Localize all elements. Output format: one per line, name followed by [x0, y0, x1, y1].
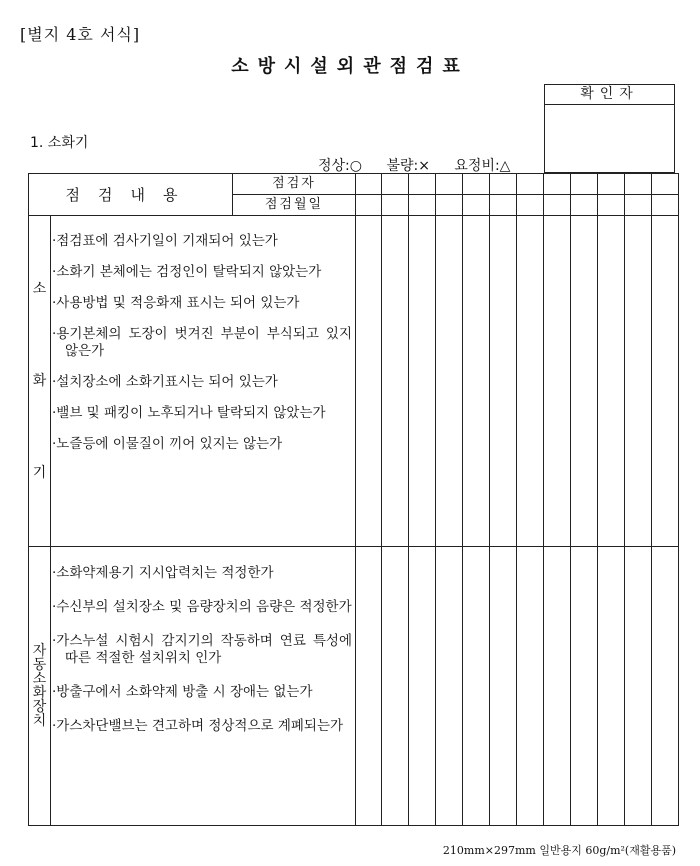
content-header: 점검내용 — [29, 174, 233, 216]
status-legend — [318, 155, 530, 175]
category-char: 자 — [32, 643, 47, 659]
confirmation-label: 확인자 — [545, 85, 674, 105]
category-char: 화 — [32, 373, 47, 389]
check-cell[interactable] — [517, 547, 544, 826]
check-cell[interactable] — [409, 216, 436, 547]
inspector-cell[interactable] — [625, 174, 652, 195]
confirmation-signature-area[interactable] — [545, 105, 674, 173]
date-cell[interactable] — [382, 195, 409, 216]
items-auto-extinguishing-device — [51, 547, 356, 826]
date-cell[interactable] — [356, 195, 382, 216]
check-cell[interactable] — [356, 216, 382, 547]
check-item: ·소화기 본체에는 검정인이 탈락되지 않았는가 — [52, 264, 322, 280]
check-cell[interactable] — [571, 216, 598, 547]
category-char: 소 — [32, 281, 47, 297]
check-cell[interactable] — [652, 216, 679, 547]
date-cell[interactable] — [598, 195, 625, 216]
date-cell[interactable] — [571, 195, 598, 216]
date-cell[interactable] — [463, 195, 490, 216]
check-item: ·사용방법 및 적응화재 표시는 되어 있는가 — [52, 295, 300, 311]
category-char: 동 — [32, 657, 47, 673]
page-title: 소방시설외관점검표 — [231, 56, 469, 77]
inspector-cell[interactable] — [356, 174, 382, 195]
check-cell[interactable] — [382, 547, 409, 826]
check-item: ·수신부의 설치장소 및 음량장치의 음량은 적정한가 — [52, 599, 352, 615]
date-cell[interactable] — [436, 195, 463, 216]
check-item: ·용기본체의 도장이 벗겨진 부분이 부식되고 있지 않은가 — [52, 326, 352, 359]
legend-needs-repair: 요정비:△ — [454, 158, 511, 174]
check-item: ·밸브 및 패킹이 노후되거나 탈락되지 않았는가 — [52, 405, 326, 421]
items-extinguisher — [51, 216, 356, 547]
inspector-cell[interactable] — [544, 174, 571, 195]
check-item: ·점검표에 검사기일이 기재되어 있는가 — [52, 233, 278, 249]
section-title: 1. 소화기 — [30, 135, 89, 151]
inspector-cell[interactable] — [517, 174, 544, 195]
category-char: 기 — [32, 465, 47, 481]
date-cell[interactable] — [409, 195, 436, 216]
check-cell[interactable] — [463, 216, 490, 547]
date-cell[interactable] — [544, 195, 571, 216]
check-cell[interactable] — [544, 547, 571, 826]
category-char: 장 — [32, 699, 47, 715]
check-item: ·가스차단밸브는 견고하며 정상적으로 계폐되는가 — [52, 718, 344, 734]
check-cell[interactable] — [598, 216, 625, 547]
check-cell[interactable] — [409, 547, 436, 826]
inspector-cell[interactable] — [571, 174, 598, 195]
inspector-cell[interactable] — [652, 174, 679, 195]
inspection-table — [28, 173, 679, 826]
date-cell[interactable] — [490, 195, 517, 216]
check-cell[interactable] — [490, 216, 517, 547]
confirmation-box — [544, 84, 675, 173]
inspector-label: 점검자 — [233, 174, 356, 195]
check-cell[interactable] — [652, 547, 679, 826]
check-item: ·설치장소에 소화기표시는 되어 있는가 — [52, 374, 278, 390]
category-auto-extinguishing-device — [29, 547, 51, 826]
inspector-cell[interactable] — [382, 174, 409, 195]
paper-spec-footer: 210mm×297mm 일반용지 60g/m²(재활용품) — [442, 844, 676, 857]
check-cell[interactable] — [625, 216, 652, 547]
category-extinguisher — [29, 216, 51, 547]
check-item: ·소화약제용기 지시압력치는 적정한가 — [52, 565, 274, 581]
check-cell[interactable] — [436, 547, 463, 826]
date-cell[interactable] — [652, 195, 679, 216]
category-char: 치 — [32, 713, 47, 729]
check-cell[interactable] — [356, 547, 382, 826]
inspector-cell[interactable] — [598, 174, 625, 195]
check-cell[interactable] — [436, 216, 463, 547]
check-cell[interactable] — [382, 216, 409, 547]
check-cell[interactable] — [544, 216, 571, 547]
legend-defect: 불량:× — [386, 158, 430, 174]
check-cell[interactable] — [517, 216, 544, 547]
inspector-cell[interactable] — [409, 174, 436, 195]
date-label: 점검월일 — [233, 195, 356, 216]
check-item: ·노즐등에 이물질이 끼어 있지는 않는가 — [52, 436, 283, 452]
check-item: ·가스누설 시험시 감지기의 작동하며 연료 특성에 따른 적절한 설치위치 인가 — [52, 633, 352, 666]
check-cell[interactable] — [571, 547, 598, 826]
form-number: [별지 4호 서식] — [20, 25, 141, 44]
date-cell[interactable] — [517, 195, 544, 216]
inspector-cell[interactable] — [436, 174, 463, 195]
category-char: 소 — [32, 671, 47, 687]
check-cell[interactable] — [598, 547, 625, 826]
check-item: ·방출구에서 소화약제 방출 시 장애는 없는가 — [52, 684, 313, 700]
check-cell[interactable] — [490, 547, 517, 826]
date-cell[interactable] — [625, 195, 652, 216]
check-cell[interactable] — [463, 547, 490, 826]
inspector-cell[interactable] — [490, 174, 517, 195]
category-char: 화 — [32, 685, 47, 701]
legend-normal: 정상:○ — [318, 158, 362, 174]
inspector-cell[interactable] — [463, 174, 490, 195]
check-cell[interactable] — [625, 547, 652, 826]
